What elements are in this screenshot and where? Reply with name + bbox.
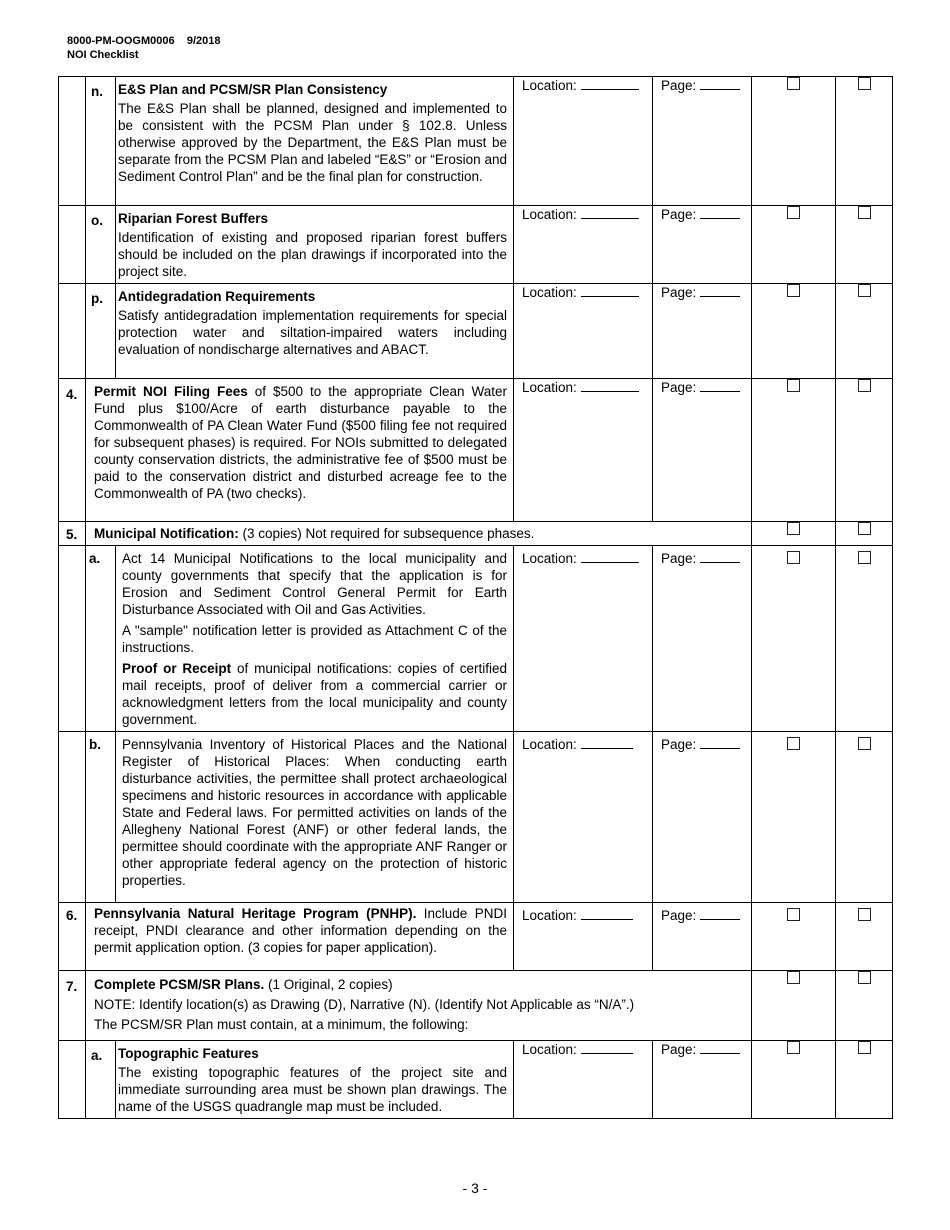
item-letter: b. <box>86 732 116 903</box>
page-field[interactable] <box>653 903 752 971</box>
checkbox-cell <box>836 546 893 732</box>
checkbox[interactable] <box>787 1041 800 1054</box>
checkbox-cell <box>752 522 836 546</box>
checkbox[interactable] <box>787 971 800 984</box>
noi-checklist-table <box>58 76 893 1119</box>
page-field[interactable] <box>653 206 752 284</box>
page-label: Page: <box>661 78 697 93</box>
item-note: A "sample" notification letter is provided as Attachment C of the instructions. <box>122 623 507 655</box>
checkbox-cell <box>752 1041 836 1119</box>
checklist-row-4 <box>59 379 893 522</box>
checkbox[interactable] <box>787 551 800 564</box>
checklist-row-5b <box>59 732 893 903</box>
item-note: NOTE: Identify location(s) as Drawing (D), Narrative (N). (Identify Not Applicable as “N/A”.) <box>94 997 635 1012</box>
location-label: Location: <box>522 551 577 566</box>
item-description <box>116 732 514 903</box>
item-letter: a. <box>86 546 116 732</box>
item-description <box>116 1041 514 1119</box>
location-field[interactable] <box>514 903 653 971</box>
item-number: 4. <box>59 379 86 522</box>
page-label: Page: <box>661 207 697 222</box>
checkbox[interactable] <box>787 206 800 219</box>
page-field[interactable] <box>653 284 752 379</box>
checkbox-cell <box>836 903 893 971</box>
item-description <box>86 971 752 1041</box>
checkbox[interactable] <box>858 1041 871 1054</box>
item-description <box>116 546 514 732</box>
item-body: (3 copies) Not required for subsequence phases. <box>238 526 535 541</box>
checklist-row-7a <box>59 1041 893 1119</box>
checkbox-cell <box>836 732 893 903</box>
item-body: of $500 to the appropriate Clean Water Fund plus $100/Acre of earth disturbance payable to the Commonwealth of PA Clean Water Fund ($500 filing fee not required for subsequent phases) is required. For NOIs submitted to delegated county conservation districts, the administrative fee of $500 must be paid to the conservation district and disturbed acreage fee to the Commonwealth of PA (two checks). <box>94 384 507 501</box>
checkbox[interactable] <box>858 971 871 984</box>
empty-num-cell <box>59 732 86 903</box>
location-blank[interactable] <box>581 1041 633 1054</box>
checkbox-cell <box>836 522 893 546</box>
location-field[interactable] <box>514 77 653 206</box>
location-label: Location: <box>522 285 577 300</box>
page-blank[interactable] <box>700 379 740 392</box>
checkbox-cell <box>836 77 893 206</box>
page-field[interactable] <box>653 1041 752 1119</box>
checkbox[interactable] <box>858 737 871 750</box>
page-field[interactable] <box>653 546 752 732</box>
page-label: Page: <box>661 285 697 300</box>
checkbox[interactable] <box>787 379 800 392</box>
item-title: Municipal Notification: <box>94 526 239 541</box>
item-number: 5. <box>59 522 86 546</box>
checkbox-cell <box>836 379 893 522</box>
location-label: Location: <box>522 737 577 752</box>
checkbox-cell <box>752 546 836 732</box>
proof-body: of municipal notifications: copies of certified mail receipts, proof of deliver from a commercial carrier or acknowledgment letters from the local municipality and county government. <box>122 661 507 727</box>
page-label: Page: <box>661 551 697 566</box>
location-blank[interactable] <box>581 77 639 90</box>
location-label: Location: <box>522 380 577 395</box>
checkbox-cell <box>752 206 836 284</box>
item-body: Pennsylvania Inventory of Historical Places and the National Register of Historical Places: When conducting earth disturbance activities, the permittee shall protect archaeological specimens and historic resources in accordance with applicable State and Federal laws. For permitted activities on lands of the Allegheny National Forest (ANF) or other federal lands, the permittee should coordinate with the appropriate ANF Ranger or other appropriate federal agency on the protection of historic properties. <box>122 737 507 888</box>
item-title: E&S Plan and PCSM/SR Plan Consistency <box>118 82 388 97</box>
checkbox-cell <box>752 971 836 1041</box>
checklist-row-5 <box>59 522 893 546</box>
checkbox-cell <box>752 732 836 903</box>
item-number: 6. <box>59 903 86 971</box>
checkbox-cell <box>752 903 836 971</box>
checkbox-cell <box>836 971 893 1041</box>
item-body: Satisfy antidegradation implementation requirements for special protection water and siltation-impaired waters including evaluation of nondischarge alternatives and ABACT. <box>118 308 507 357</box>
checkbox[interactable] <box>858 908 871 921</box>
checkbox[interactable] <box>858 284 871 297</box>
page-field[interactable] <box>653 732 752 903</box>
item-title: Antidegradation Requirements <box>118 289 316 304</box>
checkbox-cell <box>752 379 836 522</box>
item-title: Riparian Forest Buffers <box>118 211 269 226</box>
checkbox[interactable] <box>858 206 871 219</box>
item-description <box>116 77 514 206</box>
empty-num-cell <box>59 206 86 284</box>
item-proof <box>122 660 507 728</box>
page-label: Page: <box>661 1042 697 1057</box>
item-description <box>86 522 752 546</box>
page-blank[interactable] <box>700 284 740 297</box>
location-field[interactable] <box>514 379 653 522</box>
item-body: The E&S Plan shall be planned, designed and implemented to be consistent with the PCSM Plan under § 102.8. Unless otherwise approved by the Department, the E&S Plan must be separate from the PCSM Plan and labeled “E&S” or “Erosion and Sediment Control Plan” and be the final plan for construction. <box>118 101 507 184</box>
empty-num-cell <box>59 284 86 379</box>
checkbox-cell <box>752 77 836 206</box>
page-blank[interactable] <box>700 206 740 219</box>
item-number: 7. <box>59 971 86 1041</box>
item-title: Complete PCSM/SR Plans. <box>94 977 265 992</box>
item-letter: n. <box>86 77 116 206</box>
location-field[interactable] <box>514 284 653 379</box>
item-title: Permit NOI Filing Fees <box>94 384 248 399</box>
checkbox-cell <box>836 284 893 379</box>
item-letter: a. <box>86 1041 116 1119</box>
location-blank[interactable] <box>581 550 639 563</box>
item-title: Pennsylvania Natural Heritage Program (PNHP). <box>94 906 417 921</box>
item-body: Identification of existing and proposed riparian forest buffers should be included on the plan drawings if incorporated into the project site. <box>118 230 507 279</box>
checkbox-cell <box>752 284 836 379</box>
item-body: The existing topographic features of the project site and immediate surrounding area must be shown plan drawings. The name of the USGS quadrangle map must be included. <box>118 1065 507 1114</box>
page-blank[interactable] <box>700 550 740 563</box>
document-header <box>67 34 220 62</box>
item-body: Include PNDI receipt, PNDI clearance and other information depending on the permit application option. (3 copies for paper application). <box>94 906 508 955</box>
location-field[interactable] <box>514 206 653 284</box>
page-number: - 3 - <box>462 1180 488 1196</box>
location-label: Location: <box>522 908 577 923</box>
page-blank[interactable] <box>700 736 740 749</box>
proof-title: Proof or Receipt <box>122 661 232 676</box>
checklist-row-p <box>59 284 893 379</box>
page-blank[interactable] <box>700 1041 740 1054</box>
location-blank[interactable] <box>581 907 633 920</box>
checklist-row-5a <box>59 546 893 732</box>
location-blank[interactable] <box>581 284 639 297</box>
page-label: Page: <box>661 380 697 395</box>
page-label: Page: <box>661 908 697 923</box>
checkbox[interactable] <box>787 737 800 750</box>
location-blank[interactable] <box>581 379 639 392</box>
location-field[interactable] <box>514 546 653 732</box>
item-title: Topographic Features <box>118 1046 259 1061</box>
page-blank[interactable] <box>700 907 740 920</box>
checkbox[interactable] <box>858 551 871 564</box>
item-copies: (1 Original, 2 copies) <box>264 977 393 992</box>
checkbox[interactable] <box>787 522 800 535</box>
location-label: Location: <box>522 207 577 222</box>
item-description <box>116 284 514 379</box>
page-label: Page: <box>661 737 697 752</box>
item-description <box>86 379 514 522</box>
document-title: NOI Checklist <box>67 49 139 61</box>
location-blank[interactable] <box>581 736 633 749</box>
item-body: Act 14 Municipal Notifications to the local municipality and county governments that specify that the application is for Erosion and Sediment Control General Permit for Earth Disturbance Associated with Oil and Gas Activities. <box>122 551 507 617</box>
empty-num-cell <box>59 546 86 732</box>
checklist-row-o <box>59 206 893 284</box>
checkbox-cell <box>836 206 893 284</box>
page-field[interactable] <box>653 77 752 206</box>
checklist-row-6 <box>59 903 893 971</box>
location-label: Location: <box>522 1042 577 1057</box>
page-blank[interactable] <box>700 77 740 90</box>
location-label: Location: <box>522 78 577 93</box>
empty-num-cell <box>59 77 86 206</box>
checkbox[interactable] <box>787 908 800 921</box>
empty-num-cell <box>59 1041 86 1119</box>
item-body: The PCSM/SR Plan must contain, at a minimum, the following: <box>94 1017 469 1032</box>
page-field[interactable] <box>653 379 752 522</box>
item-letter: o. <box>86 206 116 284</box>
checkbox[interactable] <box>858 379 871 392</box>
checkbox-cell <box>836 1041 893 1119</box>
checklist-row-7 <box>59 971 893 1041</box>
form-code: 8000-PM-OOGM0006 9/2018 <box>67 35 221 47</box>
item-description <box>116 206 514 284</box>
item-letter: p. <box>86 284 116 379</box>
location-field[interactable] <box>514 1041 653 1119</box>
checklist-row-n <box>59 77 893 206</box>
item-description <box>86 903 514 971</box>
checkbox[interactable] <box>787 77 800 90</box>
checkbox[interactable] <box>858 77 871 90</box>
location-blank[interactable] <box>581 206 639 219</box>
location-field[interactable] <box>514 732 653 903</box>
checkbox[interactable] <box>787 284 800 297</box>
item-heading <box>94 976 745 993</box>
checkbox[interactable] <box>858 522 871 535</box>
